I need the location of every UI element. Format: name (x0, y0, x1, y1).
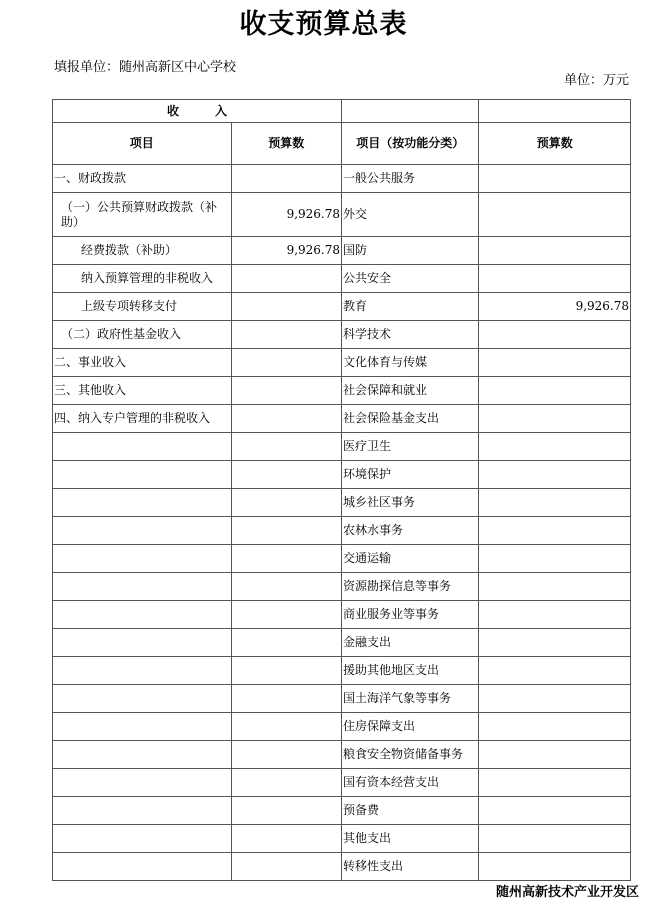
row-amount-cell (231, 657, 341, 685)
row-func-item-cell: 环境保护 (342, 461, 479, 489)
row-item-cell: 上级专项转移支付 (53, 293, 232, 321)
row-item-cell (53, 797, 232, 825)
row-item-cell (53, 545, 232, 573)
row-item-cell (53, 741, 232, 769)
row-amount2-cell (479, 657, 631, 685)
row-amount2-cell (479, 377, 631, 405)
row-func-item-cell: 社会保障和就业 (342, 377, 479, 405)
table-row (53, 573, 631, 601)
reporting-unit: 填报单位：随州高新区中心学校 (54, 60, 237, 75)
row-item-cell (53, 461, 232, 489)
row-func-item-cell: 援助其他地区支出 (342, 657, 479, 685)
row-func-item-cell: 住房保障支出 (342, 713, 479, 741)
row-func-item-cell: 一般公共服务 (342, 165, 479, 193)
row-item-cell (53, 713, 232, 741)
row-item-cell (53, 853, 232, 881)
row-amount2-cell (479, 193, 631, 237)
col-header-item-func: 项目（按功能分类） (342, 123, 479, 165)
table-row (53, 405, 631, 433)
table-row (53, 377, 631, 405)
row-amount2-cell (479, 433, 631, 461)
row-amount-cell (231, 797, 341, 825)
row-amount2-cell (479, 741, 631, 769)
expenditure-header (342, 100, 479, 123)
row-item-cell (53, 601, 232, 629)
row-func-item-cell: 国土海洋气象等事务 (342, 685, 479, 713)
table-row (53, 769, 631, 797)
row-amount-cell (231, 517, 341, 545)
row-amount-cell (231, 293, 341, 321)
row-func-item-cell: 城乡社区事务 (342, 489, 479, 517)
table-row (53, 349, 631, 377)
row-amount-cell (231, 741, 341, 769)
row-amount2-cell (479, 601, 631, 629)
table-row (53, 629, 631, 657)
row-func-item-cell: 交通运输 (342, 545, 479, 573)
row-func-item-cell: 商业服务业等事务 (342, 601, 479, 629)
row-item-cell (53, 433, 232, 461)
row-amount2-cell (479, 349, 631, 377)
table-row (53, 685, 631, 713)
row-amount2-cell (479, 165, 631, 193)
row-amount-cell (231, 769, 341, 797)
row-amount2-cell (479, 797, 631, 825)
row-amount2-cell (479, 489, 631, 517)
row-amount-cell (231, 377, 341, 405)
row-func-item-cell: 社会保险基金支出 (342, 405, 479, 433)
row-func-item-cell: 粮食安全物资储备事务 (342, 741, 479, 769)
row-item-cell (53, 685, 232, 713)
income-header: 收 入 (53, 100, 342, 123)
row-amount2-cell (479, 265, 631, 293)
table-row (53, 545, 631, 573)
row-func-item-cell: 外交 (342, 193, 479, 237)
row-func-item-cell: 教育 (342, 293, 479, 321)
row-amount-cell (231, 265, 341, 293)
row-amount2-cell (479, 405, 631, 433)
row-amount-cell (231, 825, 341, 853)
row-amount-cell (231, 405, 341, 433)
footer-org: 随州高新技术产业开发区 (495, 885, 639, 900)
row-amount2-cell (479, 853, 631, 881)
row-amount-cell (231, 601, 341, 629)
row-amount2-cell (479, 321, 631, 349)
col-header-budget: 预算数 (231, 123, 341, 165)
row-func-item-cell: 文化体育与传媒 (342, 349, 479, 377)
table-row (53, 489, 631, 517)
row-func-item-cell: 国有资本经营支出 (342, 769, 479, 797)
row-func-item-cell: 国防 (342, 237, 479, 265)
row-item-cell: （二）政府性基金收入 (53, 321, 232, 349)
table-row (53, 601, 631, 629)
row-amount2-cell (479, 769, 631, 797)
row-amount2-cell: 9,926.78 (479, 293, 631, 321)
row-amount-cell: 9,926.78 (231, 237, 341, 265)
row-func-item-cell: 农林水事务 (342, 517, 479, 545)
row-amount-cell (231, 545, 341, 573)
table-row (53, 825, 631, 853)
table-row (53, 321, 631, 349)
row-amount2-cell (479, 825, 631, 853)
row-amount-cell (231, 573, 341, 601)
row-amount-cell (231, 629, 341, 657)
table-row (53, 265, 631, 293)
row-amount2-cell (479, 573, 631, 601)
table-row (53, 797, 631, 825)
row-amount-cell (231, 461, 341, 489)
row-amount-cell (231, 349, 341, 377)
row-item-cell (53, 517, 232, 545)
row-amount-cell: 9,926.78 (231, 193, 341, 237)
row-amount-cell (231, 165, 341, 193)
table-row (53, 517, 631, 545)
table-row (53, 293, 631, 321)
table-row (53, 433, 631, 461)
table-row (53, 713, 631, 741)
row-item-cell (53, 573, 232, 601)
row-amount2-cell (479, 517, 631, 545)
expenditure-header-blank (479, 100, 631, 123)
row-amount2-cell (479, 461, 631, 489)
row-amount-cell (231, 685, 341, 713)
row-item-cell (53, 489, 232, 517)
row-item-cell (53, 825, 232, 853)
row-item-cell: （一）公共预算财政拨款（补助） (53, 193, 232, 237)
table-row (53, 237, 631, 265)
row-item-cell (53, 657, 232, 685)
page-title: 收支预算总表 (239, 9, 408, 40)
row-item-cell: 四、纳入专户管理的非税收入 (53, 405, 232, 433)
row-func-item-cell: 医疗卫生 (342, 433, 479, 461)
row-amount-cell (231, 853, 341, 881)
row-amount-cell (231, 489, 341, 517)
row-item-cell (53, 629, 232, 657)
table-row (53, 657, 631, 685)
row-item-cell: 一、财政拨款 (53, 165, 232, 193)
table-row (53, 193, 631, 237)
row-func-item-cell: 转移性支出 (342, 853, 479, 881)
table-column-header-row (53, 123, 631, 165)
row-func-item-cell: 预备费 (342, 797, 479, 825)
row-func-item-cell: 金融支出 (342, 629, 479, 657)
row-item-cell: 经费拨款（补助） (53, 237, 232, 265)
budget-table (52, 99, 631, 881)
table-group-header-row (53, 100, 631, 123)
row-amount2-cell (479, 545, 631, 573)
row-item-cell: 二、事业收入 (53, 349, 232, 377)
row-item-cell: 三、其他收入 (53, 377, 232, 405)
row-amount2-cell (479, 237, 631, 265)
row-func-item-cell: 其他支出 (342, 825, 479, 853)
table-row (53, 741, 631, 769)
row-amount-cell (231, 713, 341, 741)
row-amount2-cell (479, 685, 631, 713)
row-amount2-cell (479, 713, 631, 741)
row-item-cell (53, 769, 232, 797)
col-header-budget2: 预算数 (479, 123, 631, 165)
row-func-item-cell: 科学技术 (342, 321, 479, 349)
table-row (53, 853, 631, 881)
col-header-item: 项目 (53, 123, 232, 165)
row-amount2-cell (479, 629, 631, 657)
table-row (53, 165, 631, 193)
row-func-item-cell: 资源勘探信息等事务 (342, 573, 479, 601)
row-func-item-cell: 公共安全 (342, 265, 479, 293)
currency-unit: 单位：万元 (563, 73, 629, 88)
table-row (53, 461, 631, 489)
row-amount-cell (231, 321, 341, 349)
row-amount-cell (231, 433, 341, 461)
row-item-cell: 纳入预算管理的非税收入 (53, 265, 232, 293)
